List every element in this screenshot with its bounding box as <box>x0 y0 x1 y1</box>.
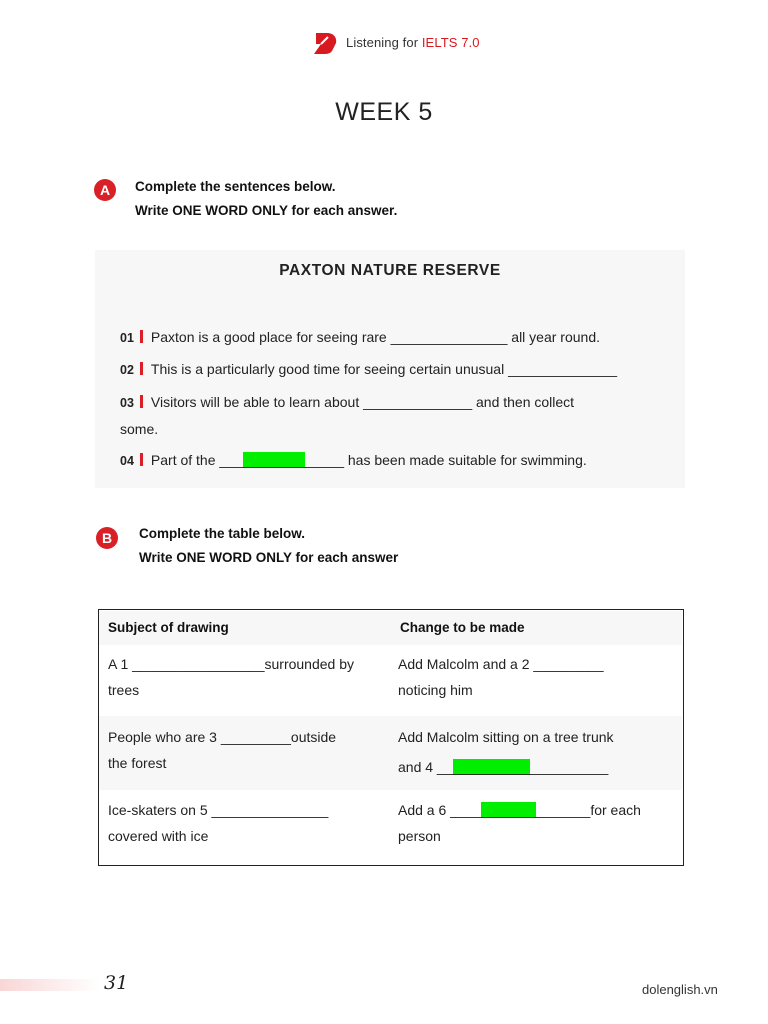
cell-line: the forest <box>108 755 167 771</box>
question-text: Visitors will be able to learn about ______________ and then collect <box>150 394 575 410</box>
brand-title: Listening for IELTS 7.0 <box>346 34 480 50</box>
section-a-box-title: PAXTON NATURE RESERVE <box>279 262 501 279</box>
page-title: WEEK 5 <box>335 98 433 126</box>
cell-text-before: Add a 6 ____ <box>398 802 482 818</box>
brand-logo-icon <box>312 29 338 55</box>
question-text-before: Part of the ___ <box>150 452 243 468</box>
cell-line: Add Malcolm sitting on a tree trunk <box>398 729 614 745</box>
cell-line: People who are 3 _________outside <box>108 729 337 745</box>
section-b-instruction-line: Write ONE WORD ONLY for each answer <box>139 550 399 565</box>
question-marker <box>140 330 143 343</box>
cell-line: A 1 _________________surrounded by <box>108 656 354 672</box>
question-marker <box>140 395 143 408</box>
table-cell <box>398 797 668 849</box>
section-a-badge: A <box>94 179 116 201</box>
cell-text-after: _______for each <box>535 802 641 818</box>
section-a-instruction-line: Complete the sentences below. <box>135 179 336 194</box>
table-cell <box>398 651 668 703</box>
cell-text-before: and 4 __ <box>398 759 453 775</box>
page-number: 31 <box>104 972 129 994</box>
table-cell <box>108 651 378 703</box>
cell-text-after: __________ <box>530 759 609 775</box>
section-a-instructions <box>135 175 397 223</box>
question-text-after: _____ has been made suitable for swimming. <box>305 452 587 468</box>
answer-blank-highlight: _______ <box>481 802 536 818</box>
section-b-badge: B <box>96 527 118 549</box>
table-cell <box>108 724 378 776</box>
question-text: Paxton is a good place for seeing rare _______________ all year round. <box>150 329 601 345</box>
cell-line: Ice-skaters on 5 _______________ <box>108 802 329 818</box>
question-number: 04 <box>120 454 134 468</box>
brand-header <box>312 28 480 56</box>
cell-line: noticing him <box>398 682 473 698</box>
table-cell <box>398 724 668 780</box>
section-b-instruction-line: Complete the table below. <box>139 526 306 541</box>
question-03 <box>120 389 665 442</box>
question-continuation: some. <box>120 421 159 437</box>
question-number: 03 <box>120 396 134 410</box>
question-text: This is a particularly good time for seeing certain unusual ______________ <box>150 361 618 377</box>
cell-line: trees <box>108 682 140 698</box>
cell-line <box>398 754 668 780</box>
question-marker <box>140 362 143 375</box>
question-number: 01 <box>120 331 134 345</box>
table-cell <box>108 797 378 849</box>
section-a-instruction-line: Write ONE WORD ONLY for each answer. <box>135 203 398 218</box>
cell-line: Add Malcolm and a 2 _________ <box>398 656 604 672</box>
question-01 <box>120 324 665 351</box>
footer-site-link[interactable]: dolenglish.vn <box>642 982 718 997</box>
question-04 <box>120 447 665 474</box>
section-b-instructions <box>139 522 398 570</box>
cell-line: covered with ice <box>108 828 209 844</box>
answer-blank-highlight: __________ <box>452 759 531 775</box>
question-number: 02 <box>120 363 134 377</box>
cell-line <box>398 797 668 823</box>
table-header-cell: Change to be made <box>400 620 525 635</box>
question-marker <box>140 453 143 466</box>
answer-blank-highlight: ________ <box>242 452 306 468</box>
footer-accent-bar <box>0 979 100 991</box>
table-header-cell: Subject of drawing <box>108 620 229 635</box>
cell-line: person <box>398 828 441 844</box>
question-02 <box>120 356 665 383</box>
